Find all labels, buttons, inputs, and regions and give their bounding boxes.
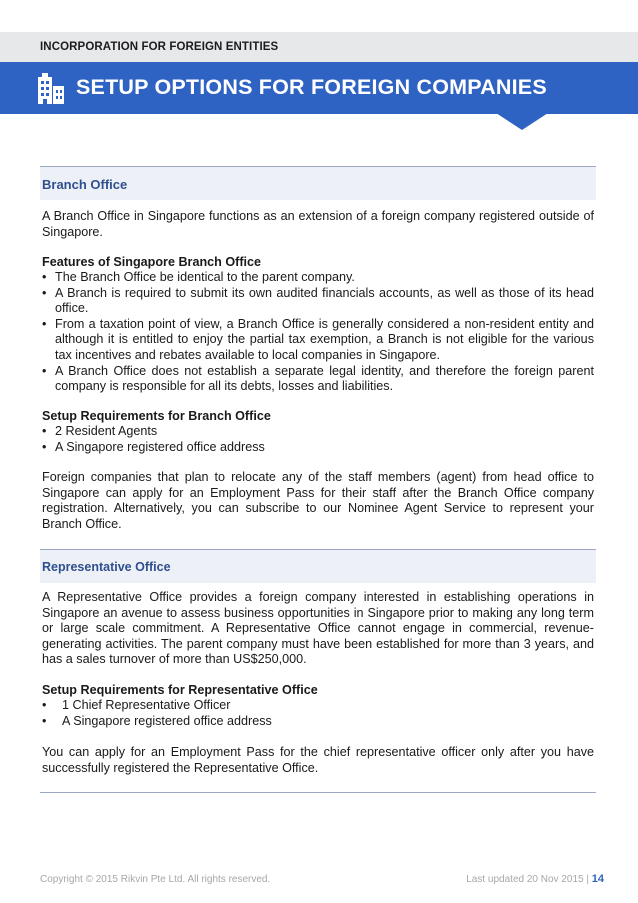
representative-closing: You can apply for an Employment Pass for the chief representative officer only after you have successfully registered the Representative Office. [42,745,594,775]
footer-updated: Last updated 20 Nov 2015 [466,874,584,885]
branch-features-list [42,270,594,395]
section-strip [0,32,638,62]
branch-requirements-list [42,424,594,455]
representative-office-heading-bar [40,549,596,583]
list-item: • The Branch Office be identical to the parent company. [42,270,594,286]
title-bar [0,62,638,114]
title-bar-notch [496,113,548,130]
branch-closing: Foreign companies that plan to relocate any of the staff members (agent) from head office to Singapore can apply for an Employment Pass for their staff after the Branch Office company registration. Alternatively, you can subscribe to our Nominee Agent Service to represent your Branch Office. [42,470,594,531]
building-icon [32,70,68,106]
representative-office-heading: Representative Office [42,560,171,574]
list-item: • 1 Chief Representative Officer [42,698,594,714]
footer-separator: | [586,874,589,885]
representative-intro: A Representative Office provides a foreign company interested in establishing operations in Singapore an avenue to assess business opportunities in Singapore prior to making any long term or large scale commitment. A Representative Office cannot engage in commercial, revenue-generating activities. The parent company must have been established for more than 3 years, and has a sales turnover of more than US$250,000. [42,590,594,667]
list-item: • A Singapore registered office address [42,714,594,730]
divider [40,792,596,793]
list-item: • 2 Resident Agents [42,424,594,440]
footer-meta [466,873,604,885]
branch-office-heading-bar [40,166,596,200]
representative-requirements-title: Setup Requirements for Representative Office [42,683,318,697]
list-item: • A Branch is required to submit its own audited financials accounts, as well as those of its head office. [42,286,594,317]
list-item: • A Branch Office does not establish a separate legal identity, and therefore the foreign parent company is responsible for all its debts, losses and liabilities. [42,364,594,395]
branch-features-title: Features of Singapore Branch Office [42,255,262,269]
representative-requirements-list [42,698,594,729]
list-item: • From a taxation point of view, a Branch Office is generally considered a non-resident entity and although it is entitled to enjoy the partial tax exemption, a Branch is not eligible for the various tax incentives and rebates available to local companies in Singapore. [42,317,594,364]
branch-requirements-title: Setup Requirements for Branch Office [42,409,271,423]
branch-office-heading: Branch Office [42,177,128,192]
page-title: SETUP OPTIONS FOR FOREIGN COMPANIES [76,75,547,99]
branch-intro: A Branch Office in Singapore functions as an extension of a foreign company registered outside of Singapore. [42,209,594,239]
section-label: INCORPORATION FOR FOREIGN ENTITIES [40,41,279,53]
page-number: 14 [591,873,604,885]
list-item: • A Singapore registered office address [42,440,594,456]
footer-copyright: Copyright © 2015 Rikvin Pte Ltd. All rights reserved. [40,874,271,885]
